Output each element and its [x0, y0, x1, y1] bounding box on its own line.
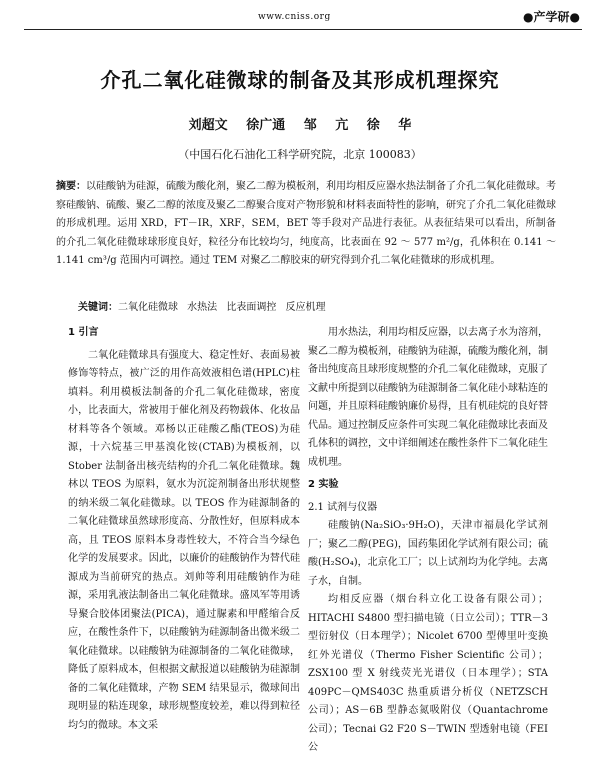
- reagents-paragraph: 硅酸钠(Na₂SiO₃·9H₂O)，天津市福晨化学试剂厂；聚乙二醇(PEG)，国药集团化学试剂有限公司；硫酸(H₂SO₄)，北京化工厂；以上试剂均为化学纯。去离子水，自制。: [308, 520, 548, 587]
- authors: 刘超文 徐广通 邹 亢 徐 华: [188, 118, 412, 133]
- intro-continuation: 用水热法，利用均相反应器，以去离子水为溶剂，聚乙二醇为模板剂，硅酸钠为硅源，硫酸为酸化剂，制备出纯度高且球形度规整的介孔二氧化硅微球，克服了文献中所提到以硅酸钠为硅源制备二氧化硅小球粘连的问题，并且原料硅酸钠廉价易得，且有机硅烷的良好替代品。通过控制反应条件可实现二氧化硅微球比表面及孔体积的调控，文中详细阐述在酸性条件下二氧化硅生成机理。: [308, 327, 548, 468]
- keywords: [78, 298, 558, 313]
- header-rule: [24, 29, 582, 30]
- page-header: [0, 8, 600, 28]
- journal-url: www.cniss.org: [258, 12, 331, 22]
- paper-title: 介孔二氧化硅微球的制备及其形成机理探究: [100, 68, 500, 92]
- keywords-text: 二氧化硅微球 水热法 比表面调控 反应机理: [118, 302, 326, 313]
- subsection-heading-reagents: 2.1 试剂与仪器: [308, 501, 378, 513]
- affiliation: （中国石化石油化工科学研究院，北京 100083）: [178, 148, 422, 161]
- keywords-label: 关键词：: [78, 302, 118, 313]
- right-column: [308, 324, 548, 758]
- section-heading-intro: 1 引言: [68, 327, 99, 338]
- abstract-text: 以硅酸钠为硅源，硫酸为酸化剂，聚乙二醇为模板剂，利用均相反应器水热法制备了介孔二氧化硅微球。考察硅酸钠、硫酸、聚乙二醇的浓度及聚乙二醇聚合度对产物形貌和材料表面特性的影响，研究了介孔二氧化硅微球的形成机理。运用 XRD，FT－IR，XRF，SEM，BET 等手段对产品进行表征。从表征结果可以看出，所制备的介孔二氧化硅微球球形度良好，粒径分布比较均匀，纯度高，比表面在 92 ～ 577 m²/g，孔体积在 0.141 ～ 1.141 cm³/g 范围内可调控。通过 TEM 对聚乙二醇胶束的研究得到介孔二氧化硅微球的形成机理。: [56, 181, 556, 266]
- intro-paragraph: 二氧化硅微球具有强度大、稳定性好、表面易被修饰等特点，被广泛的用作高效液相色谱(HPLC)柱填料。利用模板法制备的介孔二氧化硅微球，密度小，比表面大，常被用于催化剂及药物载体、化妆品材料等各个领域。邓杨以正硅酸乙酯(TEOS)为硅源，十六烷基三甲基溴化铵(CTAB)为模板剂，以 Stober 法制备出核壳结构的介孔二氧化硅微球。魏林以 TEOS 为原料，氨水为沉淀剂制备出形状规整的纳米级二氧化硅微球。以 TEOS 作为硅源制备的二氧化硅微球虽然球形度高、分散性好，但原料成本高，且 TEOS 原料本身毒性较大，不符合当今绿色化学的发展要求。因此，以廉价的硅酸钠作为替代硅源成为当前研究的热点。刘帅等利用硅酸钠作为硅源，采用乳液法制备出二氧化硅微球。盛凤军等用诱导聚合胶体团聚法(PICA)，通过脲素和甲醛缩合反应，在酸性条件下，以硅酸钠为硅源制备出微米级二氧化硅微球。以硅酸钠为硅源制备的二氧化硅微球，降低了原料成本，但根据文献报道以硅酸钠为硅源制备的二氧化硅微球，产物 SEM 结果显示，微球间出现明显的粘连现象，球形规整度较差，难以得到粒径均匀的微球。本文采: [68, 349, 300, 731]
- instruments-paragraph: 均相反应器（烟台科立化工设备有限公司）；HITACHI S4800 型扫描电镜（日立公司）；TTR－3 型衍射仪（日本理学）；Nicolet 6700 型傅里叶变换红外光谱仪（Thermo Fisher Scientific 公司）；ZSX100 型 X 射线荧光光谱仪（日本理学）；STA 409PC－QMS403C 热重质谱分析仪（NETZSCH 公司）；AS－6B 型静态氮吸附仪（Quantachrome 公司）；Tecnai G2 F20 S－TWIN 型透射电镜（FEI 公: [308, 594, 548, 753]
- section-tag: ●产学研●: [523, 10, 580, 24]
- section-heading-experiment: 2 实验: [308, 479, 339, 490]
- left-column: [68, 324, 300, 735]
- abstract-label: 摘要：: [56, 181, 86, 192]
- abstract: [56, 178, 556, 271]
